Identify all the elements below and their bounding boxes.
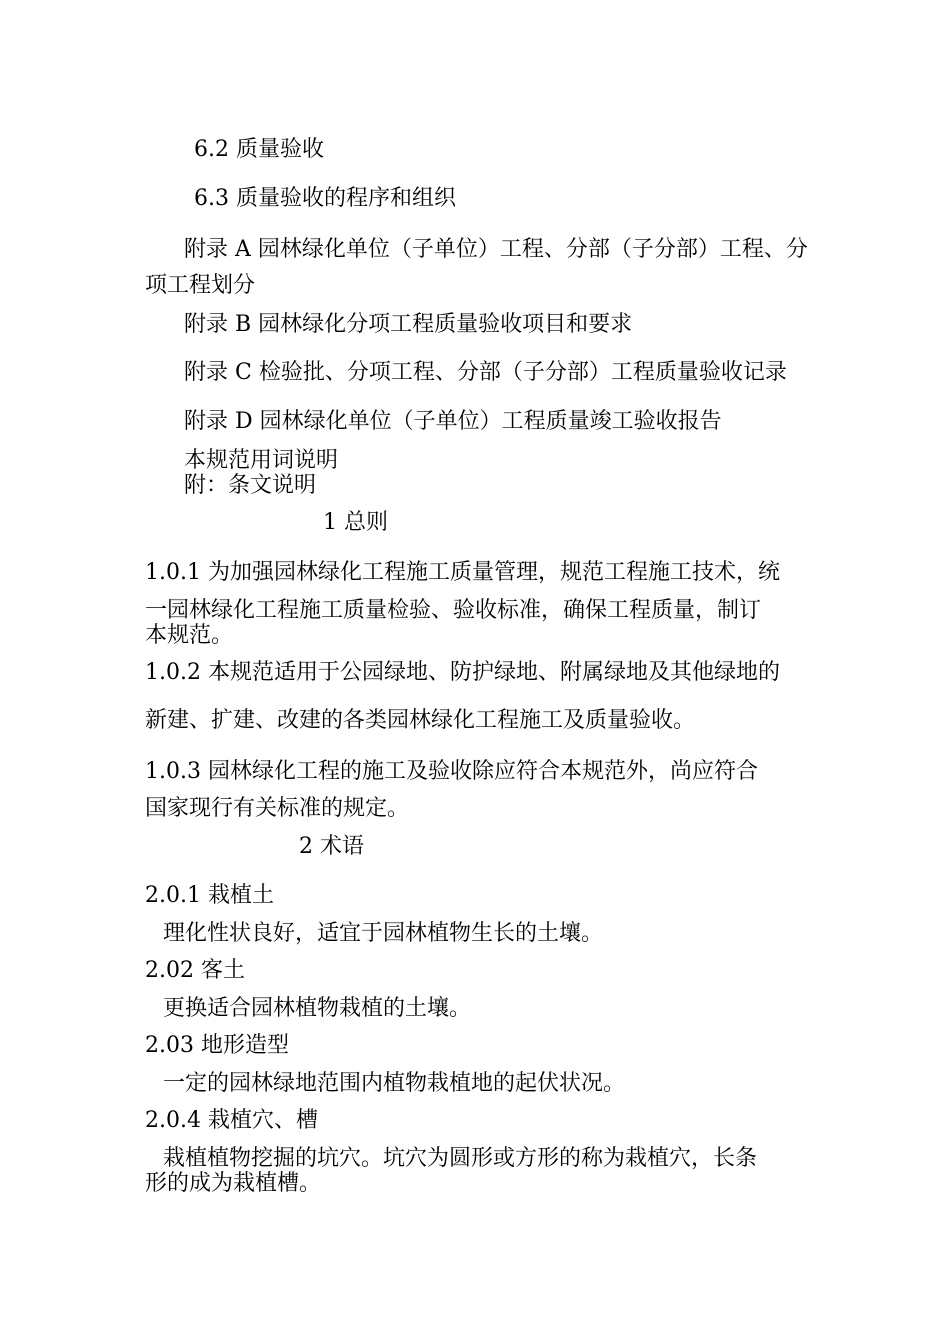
term-2-0-1-title: 2.0.1 栽植土 (145, 883, 274, 908)
term-2-02-title: 2.02 客土 (145, 958, 245, 983)
clause-1-0-1: 1.0.1 为加强园林绿化工程施工质量管理，规范工程施工技术，统 (145, 560, 780, 585)
clause-1-0-2-cont: 新建、扩建、改建的各类园林绿化工程施工及质量验收。 (145, 708, 696, 733)
term-2-0-4-definition-cont: 形的成为栽植槽。 (145, 1171, 322, 1196)
term-2-0-4-title: 2.0.4 栽植穴、槽 (145, 1108, 318, 1133)
toc-item-6-3: 6.3 质量验收的程序和组织 (194, 186, 456, 211)
toc-appendix-a: 附录 A 园林绿化单位（子单位）工程、分部（子分部）工程、分 (184, 237, 808, 262)
clause-1-0-1-cont: 一园林绿化工程施工质量检验、验收标准，确保工程质量，制订 (145, 598, 762, 623)
clause-1-0-3-cont: 国家现行有关标准的规定。 (145, 796, 410, 821)
clause-1-0-2: 1.0.2 本规范适用于公园绿地、防护绿地、附属绿地及其他绿地的 (145, 660, 780, 685)
term-2-03-title: 2.03 地形造型 (145, 1033, 289, 1058)
toc-appendix-d: 附录 D 园林绿化单位（子单位）工程质量竣工验收报告 (184, 409, 722, 434)
toc-appendix-b: 附录 B 园林绿化分项工程质量验收项目和要求 (184, 312, 633, 337)
chapter-1-heading: 1 总则 (323, 510, 388, 535)
term-2-02-definition: 更换适合园林植物栽植的土壤。 (163, 996, 472, 1021)
term-2-0-4-definition: 栽植植物挖掘的坑穴。坑穴为圆形或方形的称为栽植穴，长条 (163, 1146, 758, 1171)
toc-item-6-2: 6.2 质量验收 (194, 137, 324, 162)
term-2-03-definition: 一定的园林绿地范围内植物栽植地的起伏状况。 (163, 1071, 626, 1096)
toc-appendix-a-cont: 项工程划分 (145, 273, 256, 298)
clause-1-0-3: 1.0.3 园林绿化工程的施工及验收除应符合本规范外，尚应符合 (145, 759, 758, 784)
toc-clause-explanation: 附：条文说明 (184, 473, 317, 498)
chapter-2-heading: 2 术语 (299, 834, 364, 859)
term-2-0-1-definition: 理化性状良好，适宜于园林植物生长的土壤。 (163, 921, 604, 946)
toc-terms-usage: 本规范用词说明 (184, 448, 339, 473)
toc-appendix-c: 附录 C 检验批、分项工程、分部（子分部）工程质量验收记录 (184, 360, 787, 385)
clause-1-0-1-end: 本规范。 (145, 623, 234, 648)
